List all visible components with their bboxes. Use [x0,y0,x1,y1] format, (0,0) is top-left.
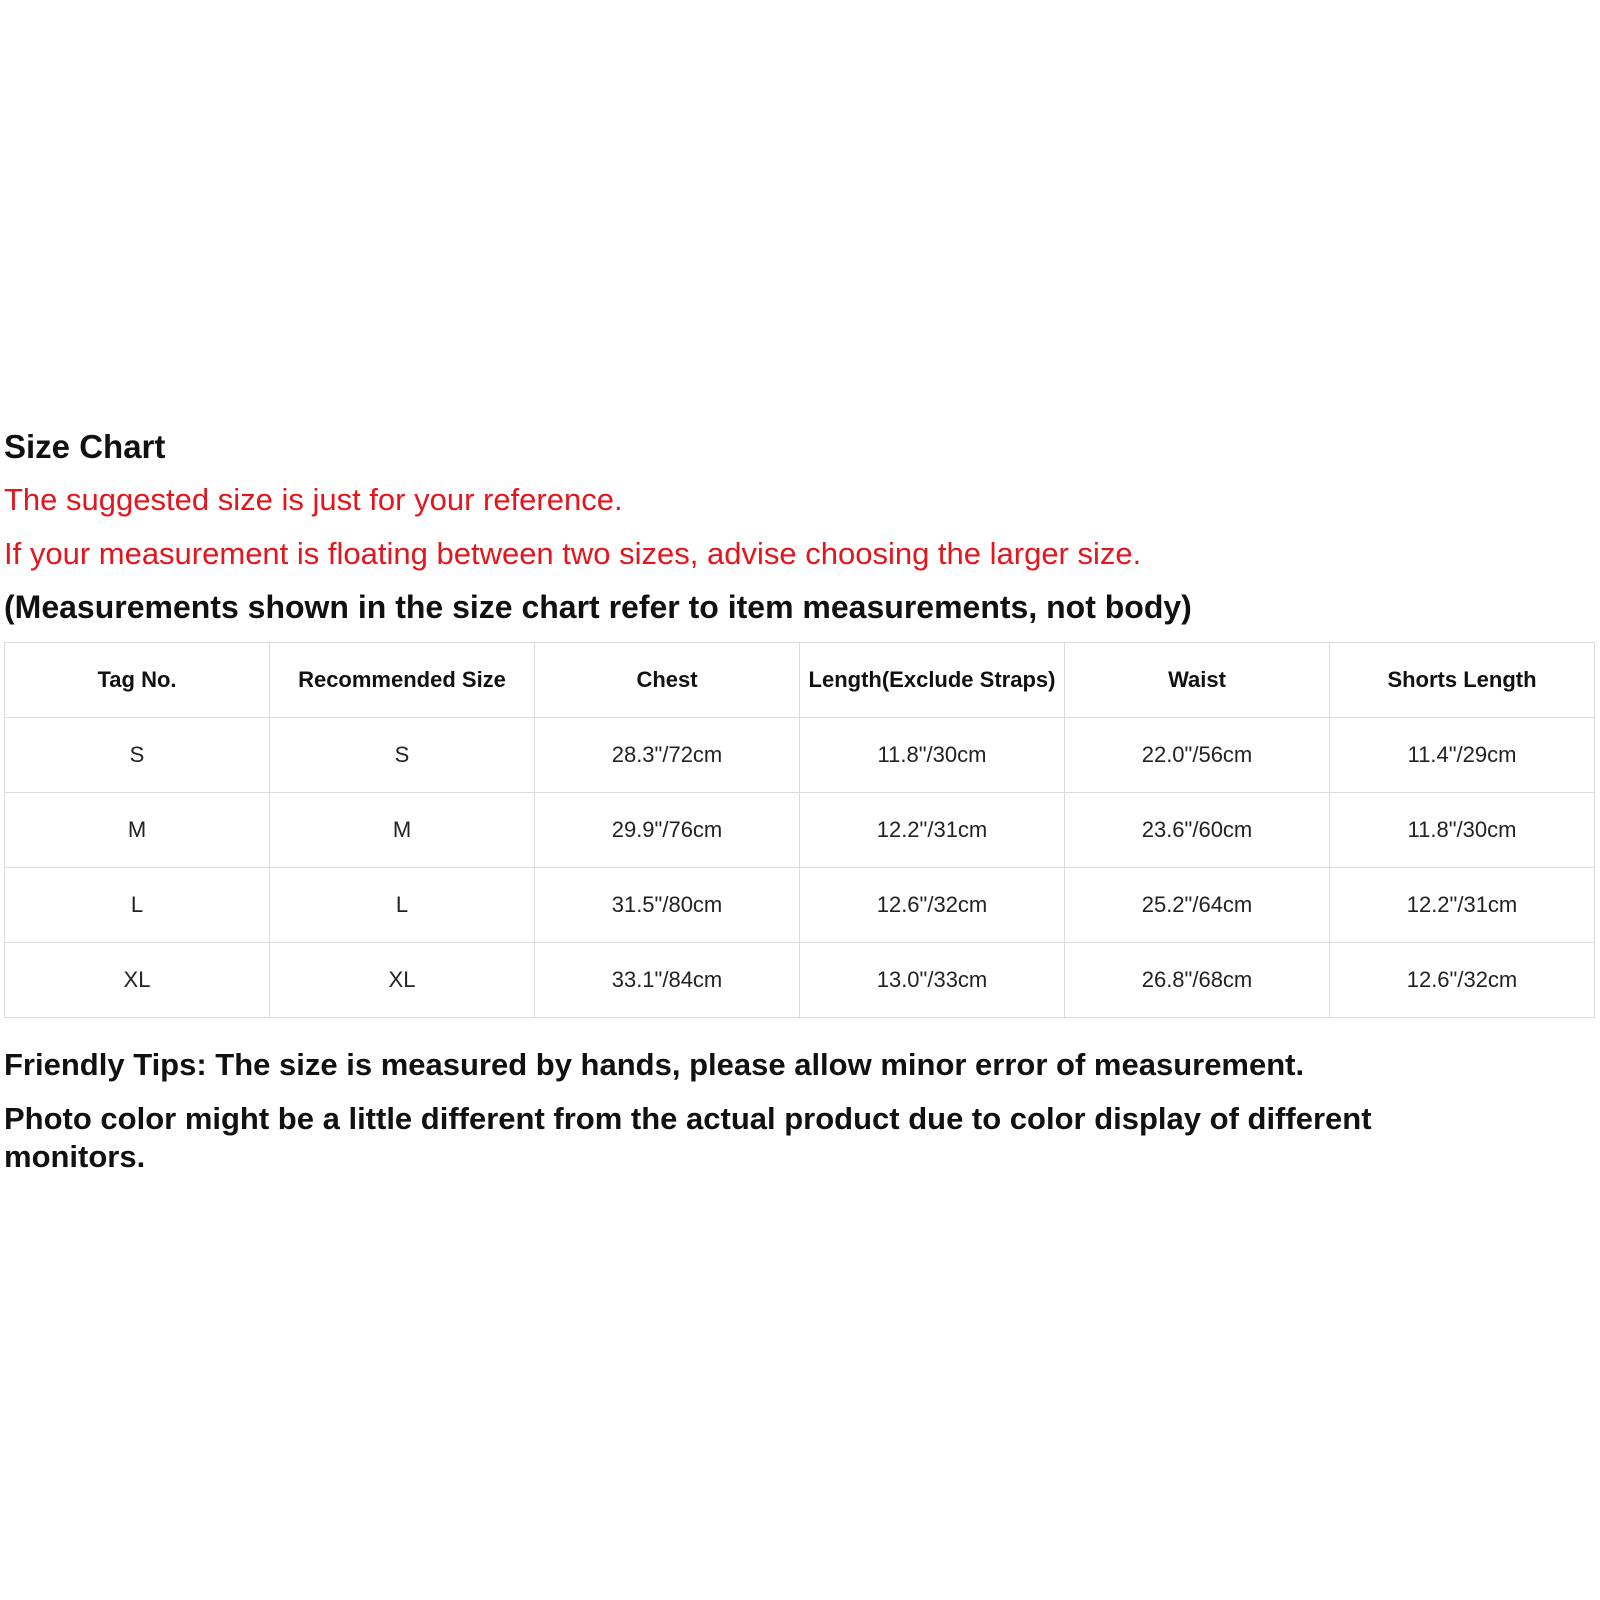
page-title: Size Chart [4,428,166,465]
size-chart-document [4,430,1594,1192]
header-shorts-length: Shorts Length [1330,643,1595,718]
cell-chest: 28.3"/72cm [535,718,800,793]
cell-tag-no: S [5,718,270,793]
header-recommended-size: Recommended Size [270,643,535,718]
cell-shorts-length: 11.8"/30cm [1330,793,1595,868]
cell-recommended-size: S [270,718,535,793]
cell-tag-no: XL [5,943,270,1018]
friendly-tips: Friendly Tips: The size is measured by hands, please allow minor error of measurement. [4,1047,1305,1082]
cell-shorts-length: 12.6"/32cm [1330,943,1595,1018]
cell-length: 11.8"/30cm [800,718,1065,793]
cell-waist: 22.0"/56cm [1065,718,1330,793]
cell-tag-no: M [5,793,270,868]
reference-note: The suggested size is just for your reference. [4,482,623,517]
header-tag-no: Tag No. [5,643,270,718]
cell-shorts-length: 11.4"/29cm [1330,718,1595,793]
table-row [5,718,1595,793]
table-row [5,868,1595,943]
measurement-note: (Measurements shown in the size chart refer to item measurements, not body) [4,589,1192,625]
cell-chest: 31.5"/80cm [535,868,800,943]
cell-length: 13.0"/33cm [800,943,1065,1018]
header-waist: Waist [1065,643,1330,718]
cell-recommended-size: L [270,868,535,943]
cell-waist: 25.2"/64cm [1065,868,1330,943]
tips-section [4,1046,1594,1176]
table-row [5,793,1595,868]
cell-chest: 29.9"/76cm [535,793,800,868]
cell-recommended-size: XL [270,943,535,1018]
cell-waist: 23.6"/60cm [1065,793,1330,868]
cell-length: 12.2"/31cm [800,793,1065,868]
header-length: Length(Exclude Straps) [800,643,1065,718]
table-header-row [5,643,1595,718]
floating-size-note: If your measurement is floating between two sizes, advise choosing the larger size. [4,536,1142,571]
table-row [5,943,1595,1018]
cell-chest: 33.1"/84cm [535,943,800,1018]
cell-recommended-size: M [270,793,535,868]
cell-length: 12.6"/32cm [800,868,1065,943]
header-chest: Chest [535,643,800,718]
cell-waist: 26.8"/68cm [1065,943,1330,1018]
size-table [4,642,1595,1018]
cell-shorts-length: 12.2"/31cm [1330,868,1595,943]
cell-tag-no: L [5,868,270,943]
photo-color-note: Photo color might be a little different from the actual product due to color display of different monitors. [4,1101,1372,1174]
